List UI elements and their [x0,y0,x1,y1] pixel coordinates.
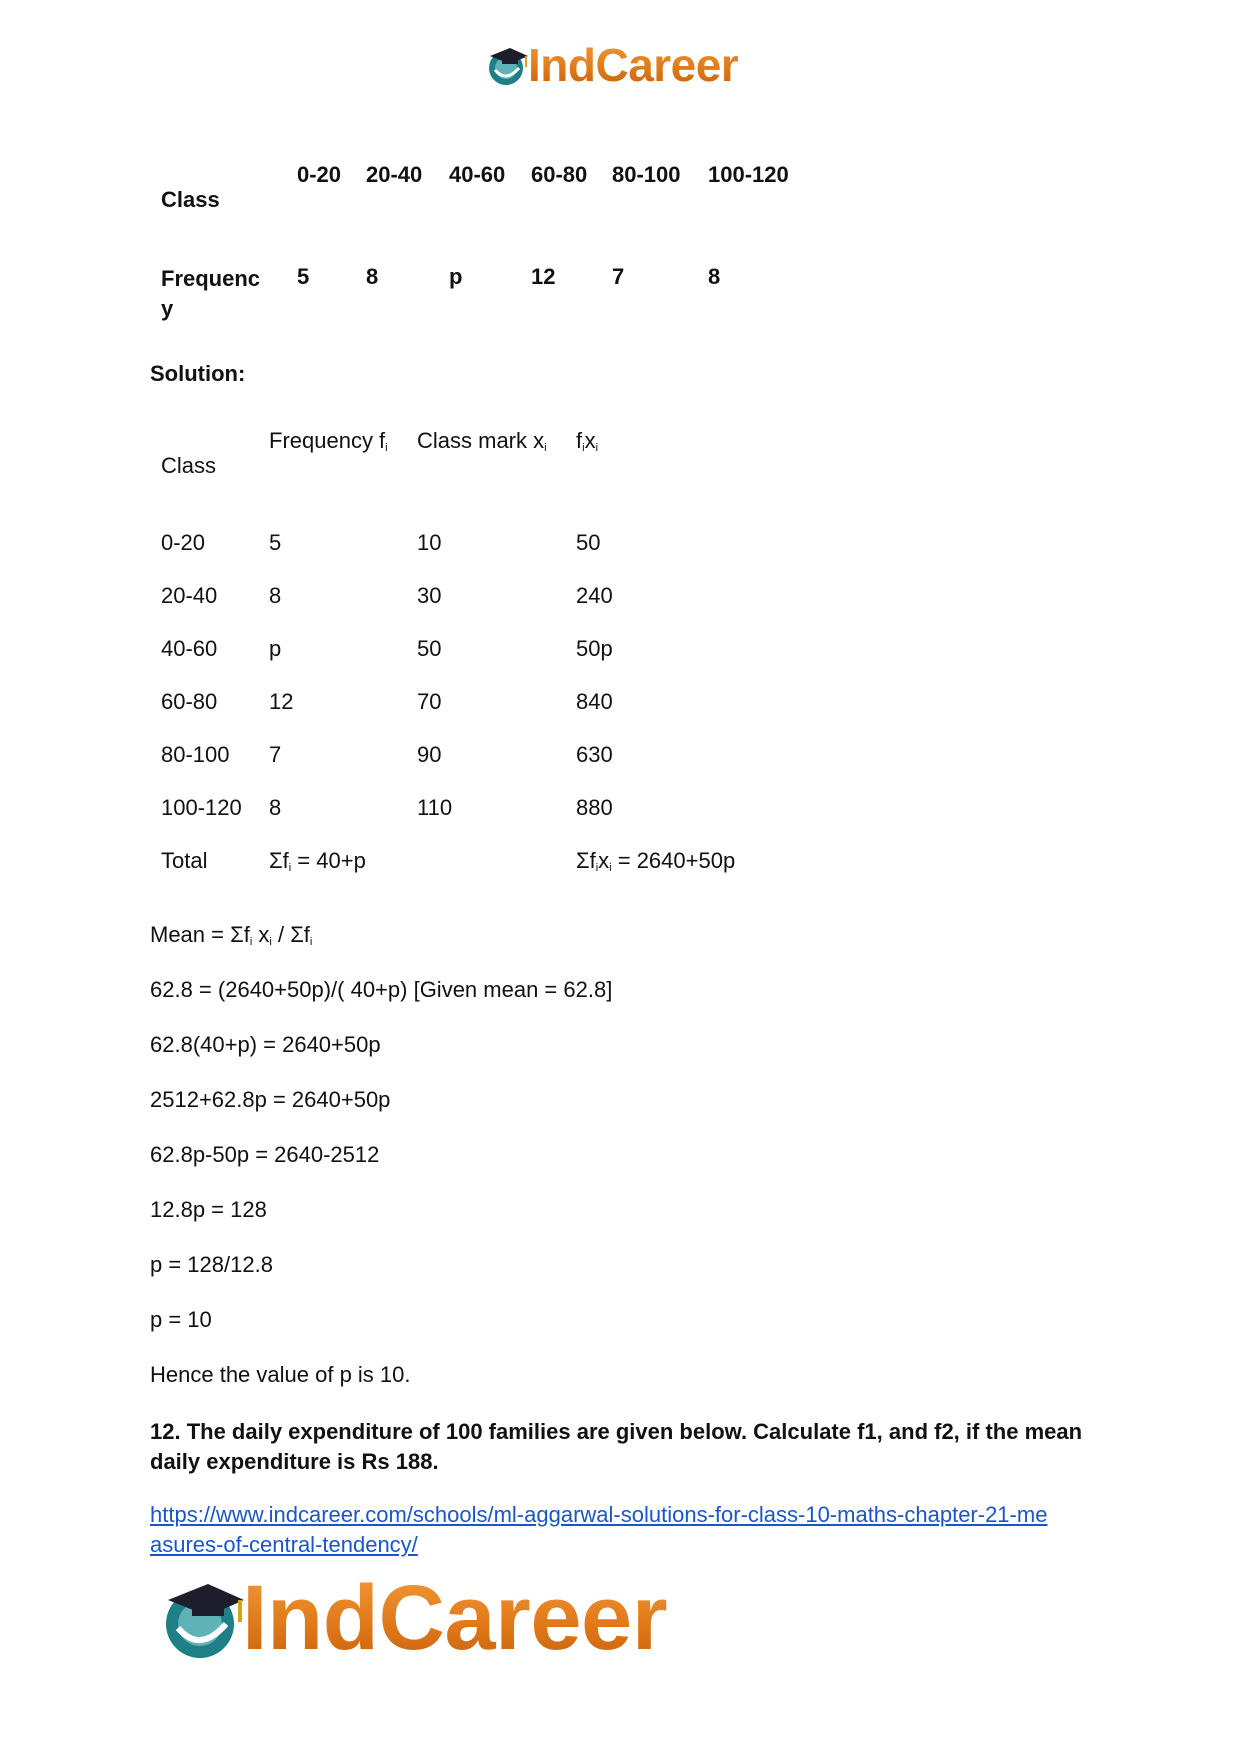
table2-cell: 240 [576,583,613,608]
table1-frequency-cell: 8 [366,264,379,289]
graduation-cap-globe-icon [160,1574,248,1662]
solution-step: p = 128/12.8 [150,1252,273,1277]
table2-total-label: Total [161,848,208,873]
table2-cell: 70 [417,689,442,714]
table1-frequency-label: Frequency [161,266,261,321]
source-link-line-1[interactable]: https://www.indcareer.com/schools/ml-aggarwal-solutions-for-class-10-maths-chapter-21-me [150,1502,1048,1527]
logo-wordmark: IndCareer [242,1567,667,1669]
solution-step: 12.8p = 128 [150,1197,267,1222]
table1-class-cell: 40-60 [449,162,506,187]
table2-cell: 40-60 [161,636,218,661]
table1-class-cell: 80-100 [612,162,681,187]
table2-cell: 50p [576,636,613,661]
source-link[interactable] [150,1500,1150,1560]
table2-cell: 8 [269,795,282,820]
header-logo [486,40,738,90]
solution-step: 62.8(40+p) = 2640+50p [150,1032,381,1057]
table1-frequency-cell: 12 [531,264,556,289]
table1-class-label: Class [161,187,220,212]
solution-step: p = 10 [150,1307,212,1332]
table2-cell: 100-120 [161,795,242,820]
table2-total-fx: $\Sigma f_ix_i = 2640+50p$ [576,848,736,874]
table2-header-frequency: Frequency $f_i$ [269,428,388,454]
table2-cell: 50 [417,636,442,661]
table2-cell: 880 [576,795,613,820]
table2-cell: 90 [417,742,442,767]
solution-step: 62.8 = (2640+50p)/( 40+p) [Given mean = 62.8] [150,977,613,1002]
table2-cell: 110 [417,795,453,820]
table1-class-cell: 20-40 [366,162,423,187]
question-12: 12. The daily expenditure of 100 families are given below. Calculate f1, and f2, if the mean daily expenditure is Rs 188. [150,1419,1083,1474]
table2-cell: 8 [269,583,282,608]
table1-class-cell: 0-20 [297,162,342,187]
table2-cell: 630 [576,742,613,767]
table2-cell: 840 [576,689,613,714]
table2-header-class: Class [161,453,217,478]
logo-wordmark: IndCareer [528,39,739,91]
solution-step: 2512+62.8p = 2640+50p [150,1087,391,1112]
solution-conclusion: Hence the value of p is 10. [150,1362,411,1387]
solution-heading: Solution: [150,361,246,386]
table2-cell: 60-80 [161,689,218,714]
table2-cell: p [269,636,282,661]
table2-cell: 12 [269,689,294,714]
table2-cell: 0-20 [161,530,206,555]
table1-class-cell: 100-120 [708,162,789,187]
mean-formula: Mean = $\Sigma f_i$ $x_i / \Sigma f_i$ [150,922,313,948]
table1-frequency-cell: 5 [297,264,310,289]
footer-logo [160,1567,667,1669]
table1-frequency-cell: p [449,264,463,289]
table2-cell: 7 [269,742,282,767]
table2-header-class-mark: Class mark $x_i$ [417,428,547,454]
table2-cell: 30 [417,583,442,608]
table2-header-fx: $f_ix_i$ [576,428,599,454]
table2-cell: 5 [269,530,282,555]
solution-step: 62.8p-50p = 2640-2512 [150,1142,380,1167]
table2-cell: 10 [417,530,442,555]
table2-cell: 20-40 [161,583,218,608]
table1-class-cell: 60-80 [531,162,588,187]
table1-frequency-cell: 7 [612,264,625,289]
table2-total-frequency: $\Sigma f_i = 40+p$ [269,848,366,874]
table2-cell: 50 [576,530,601,555]
graduation-cap-globe-icon [486,43,530,87]
table1-frequency-cell: 8 [708,264,721,289]
source-link-line-2[interactable]: asures-of-central-tendency/ [150,1532,418,1557]
table2-cell: 80-100 [161,742,230,767]
